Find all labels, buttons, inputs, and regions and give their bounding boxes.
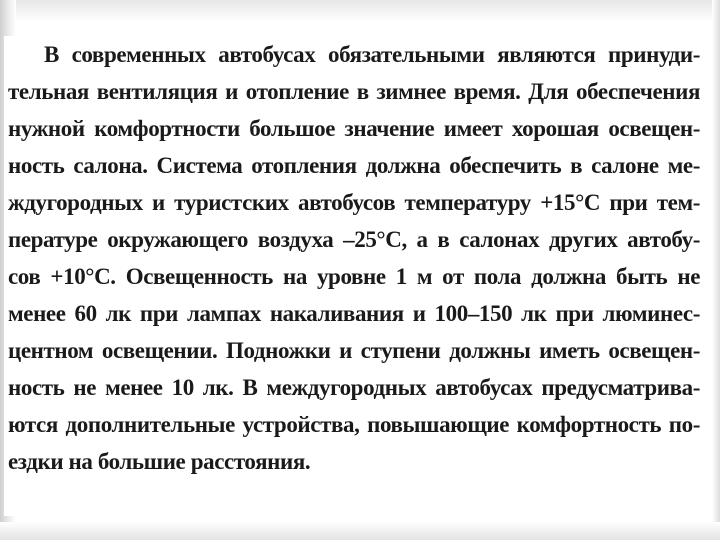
paragraph-line: В современных автобусах обязательными являются принуди- [44, 42, 700, 67]
paragraph-line: центном освещении. Подножки и ступени должны иметь освещен- [8, 338, 700, 363]
paragraph-line: тельная вентиляция и отопление в зимнее время. Для обеспечения [8, 79, 700, 104]
bottom-edge-shadow [0, 522, 720, 540]
paragraph-line: ждугородных и туристских автобусов температуру +15°С при тем- [8, 190, 700, 215]
top-edge-shadow [0, 0, 720, 22]
paragraph-line: сов +10°С. Освещенность на уровне 1 м от пола должна быть не [8, 264, 700, 289]
scanned-page [4, 36, 704, 516]
paragraph-line: пературе окружающего воздуха –25°С, а в салонах других автобу- [8, 227, 700, 252]
paragraph-line: менее 60 лк при лампах накаливания и 100–150 лк при люминес- [8, 301, 700, 326]
paragraph-line: ются дополнительные устройства, повышающие комфортность по- [8, 412, 700, 437]
body-paragraph [8, 36, 700, 480]
paragraph-line: ездки на большие расстояния. [8, 449, 311, 474]
paragraph-line: нужной комфортности большое значение имеет хорошая освещен- [8, 116, 700, 141]
paragraph-line: ность не менее 10 лк. В междугородных автобусах предусматрива- [8, 375, 700, 400]
paragraph-line: ность салона. Система отопления должна обеспечить в салоне ме- [8, 153, 700, 178]
right-edge-shadow [712, 0, 720, 540]
